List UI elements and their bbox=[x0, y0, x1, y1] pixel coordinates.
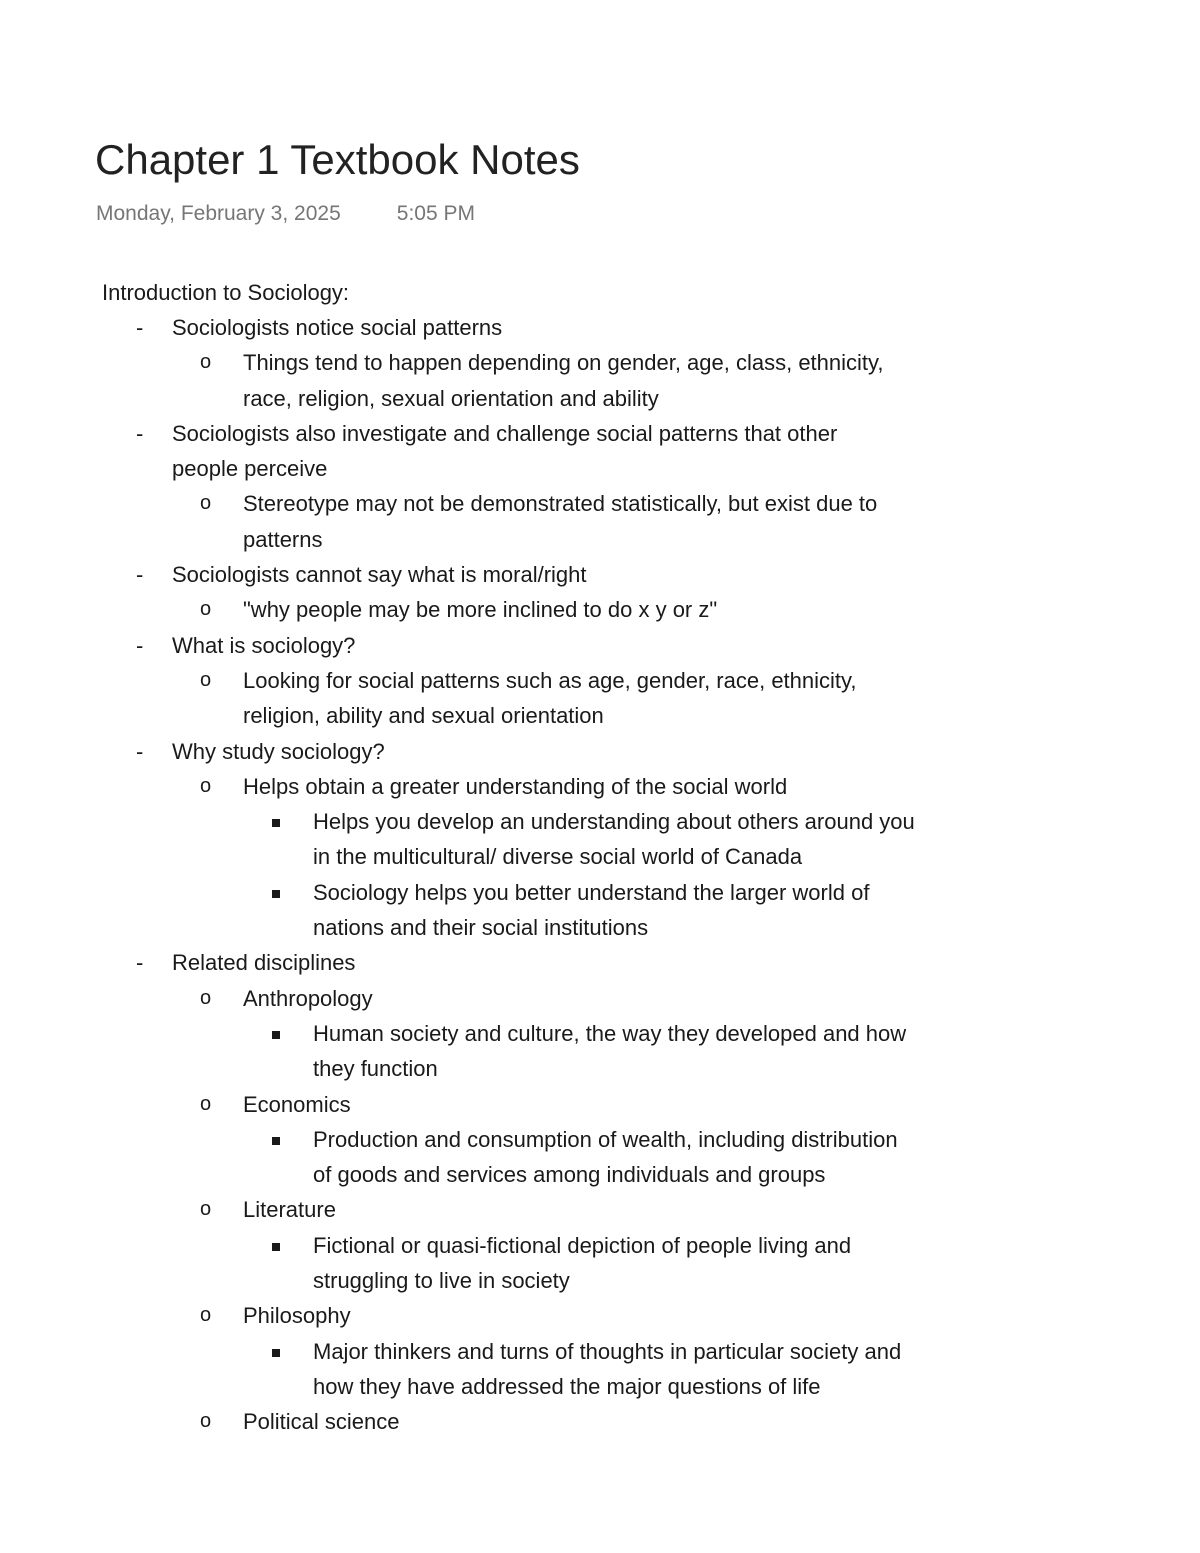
list-item-text: Helps you develop an understanding about others around you bbox=[313, 809, 915, 835]
list-item-text: Economics bbox=[243, 1091, 351, 1117]
list-item-level-2 bbox=[0, 1404, 1200, 1439]
dash-bullet-icon: - bbox=[136, 738, 144, 764]
dash-bullet-icon: - bbox=[136, 562, 144, 588]
circle-bullet-icon: o bbox=[200, 1092, 212, 1115]
square-bullet-icon bbox=[272, 890, 280, 898]
list-item-text: people perceive bbox=[172, 456, 328, 482]
list-item-level-3 bbox=[0, 804, 1200, 875]
dash-bullet-icon: - bbox=[136, 950, 144, 976]
list-item-text: struggling to live in society bbox=[313, 1268, 570, 1294]
list-item-text: how they have addressed the major questions of life bbox=[313, 1373, 821, 1399]
circle-bullet-icon: o bbox=[200, 1198, 212, 1221]
list-item-text: Literature bbox=[243, 1197, 336, 1223]
list-item-level-2 bbox=[0, 486, 1200, 557]
list-item-text: Major thinkers and turns of thoughts in particular society and bbox=[313, 1338, 902, 1364]
circle-bullet-icon: o bbox=[200, 668, 212, 691]
square-bullet-icon bbox=[272, 1349, 280, 1357]
list-item-level-2 bbox=[0, 345, 1200, 416]
list-item-text: Looking for social patterns such as age, gender, race, ethnicity, bbox=[243, 667, 857, 693]
list-item-text: Sociologists cannot say what is moral/right bbox=[172, 562, 587, 588]
list-item-text: Human society and culture, the way they developed and how bbox=[313, 1020, 907, 1046]
list-item-level-3 bbox=[0, 875, 1200, 946]
list-item-text: Fictional or quasi-fictional depiction of people living and bbox=[313, 1232, 852, 1258]
list-item-level-1 bbox=[0, 734, 1200, 769]
square-bullet-icon bbox=[272, 1243, 280, 1251]
list-item-text: Anthropology bbox=[243, 985, 373, 1011]
list-item-text: patterns bbox=[243, 526, 323, 552]
list-item-text: What is sociology? bbox=[172, 632, 356, 658]
square-bullet-icon bbox=[272, 819, 280, 827]
list-item-level-3 bbox=[0, 1228, 1200, 1299]
list-item-text: they function bbox=[313, 1056, 438, 1082]
dash-bullet-icon: - bbox=[136, 632, 144, 658]
list-item-text: religion, ability and sexual orientation bbox=[243, 703, 604, 729]
circle-bullet-icon: o bbox=[200, 774, 212, 797]
list-item-text: Things tend to happen depending on gender, age, class, ethnicity, bbox=[243, 350, 884, 376]
list-item-level-3 bbox=[0, 1016, 1200, 1087]
list-item-level-1 bbox=[0, 557, 1200, 592]
list-item-text: Sociologists also investigate and challenge social patterns that other bbox=[172, 420, 838, 446]
list-item-level-2 bbox=[0, 769, 1200, 804]
list-item-text: Stereotype may not be demonstrated statistically, but exist due to bbox=[243, 491, 878, 517]
circle-bullet-icon: o bbox=[200, 351, 212, 374]
dash-bullet-icon: - bbox=[136, 420, 144, 446]
list-item-text: Sociologists notice social patterns bbox=[172, 315, 503, 340]
list-item-level-2 bbox=[0, 663, 1200, 734]
list-item-level-2 bbox=[0, 1087, 1200, 1122]
square-bullet-icon bbox=[272, 1137, 280, 1145]
circle-bullet-icon: o bbox=[200, 1304, 212, 1327]
list-item-text: Related disciplines bbox=[172, 950, 356, 976]
list-item-level-3 bbox=[0, 1334, 1200, 1405]
list-item-text: Philosophy bbox=[243, 1303, 351, 1329]
note-timestamp bbox=[96, 200, 475, 228]
note-date: Monday, February 3, 2025 bbox=[96, 202, 341, 225]
page-title: Chapter 1 Textbook Notes bbox=[95, 136, 580, 183]
list-item-text: of goods and services among individuals and groups bbox=[313, 1162, 826, 1188]
list-item-text: "why people may be more inclined to do x y or z" bbox=[243, 597, 718, 623]
list-item-text: Sociology helps you better understand the larger world of bbox=[313, 879, 870, 905]
list-item-text: in the multicultural/ diverse social world of Canada bbox=[313, 844, 803, 870]
list-item-level-3 bbox=[0, 1122, 1200, 1193]
section-heading: Introduction to Sociology: bbox=[102, 280, 350, 305]
notes-outline bbox=[0, 310, 1200, 1440]
list-item-level-1 bbox=[0, 416, 1200, 487]
circle-bullet-icon: o bbox=[200, 986, 212, 1009]
list-item-level-2 bbox=[0, 1192, 1200, 1227]
list-item-level-2 bbox=[0, 592, 1200, 627]
circle-bullet-icon: o bbox=[200, 492, 212, 515]
list-item-text: race, religion, sexual orientation and ability bbox=[243, 385, 659, 411]
square-bullet-icon bbox=[272, 1031, 280, 1039]
list-item-text: Helps obtain a greater understanding of the social world bbox=[243, 773, 788, 799]
circle-bullet-icon: o bbox=[200, 1410, 212, 1433]
list-item-text: Why study sociology? bbox=[172, 738, 385, 764]
list-item-level-2 bbox=[0, 981, 1200, 1016]
list-item-level-2 bbox=[0, 1298, 1200, 1333]
list-item-text: Production and consumption of wealth, including distribution bbox=[313, 1126, 898, 1152]
note-time: 5:05 PM bbox=[396, 202, 475, 225]
list-item-text: Political science bbox=[243, 1409, 400, 1435]
circle-bullet-icon: o bbox=[200, 598, 212, 621]
list-item-level-1 bbox=[0, 945, 1200, 980]
list-item-level-1 bbox=[0, 310, 1200, 345]
dash-bullet-icon: - bbox=[136, 315, 144, 340]
list-item-level-1 bbox=[0, 628, 1200, 663]
list-item-text: nations and their social institutions bbox=[313, 915, 649, 941]
